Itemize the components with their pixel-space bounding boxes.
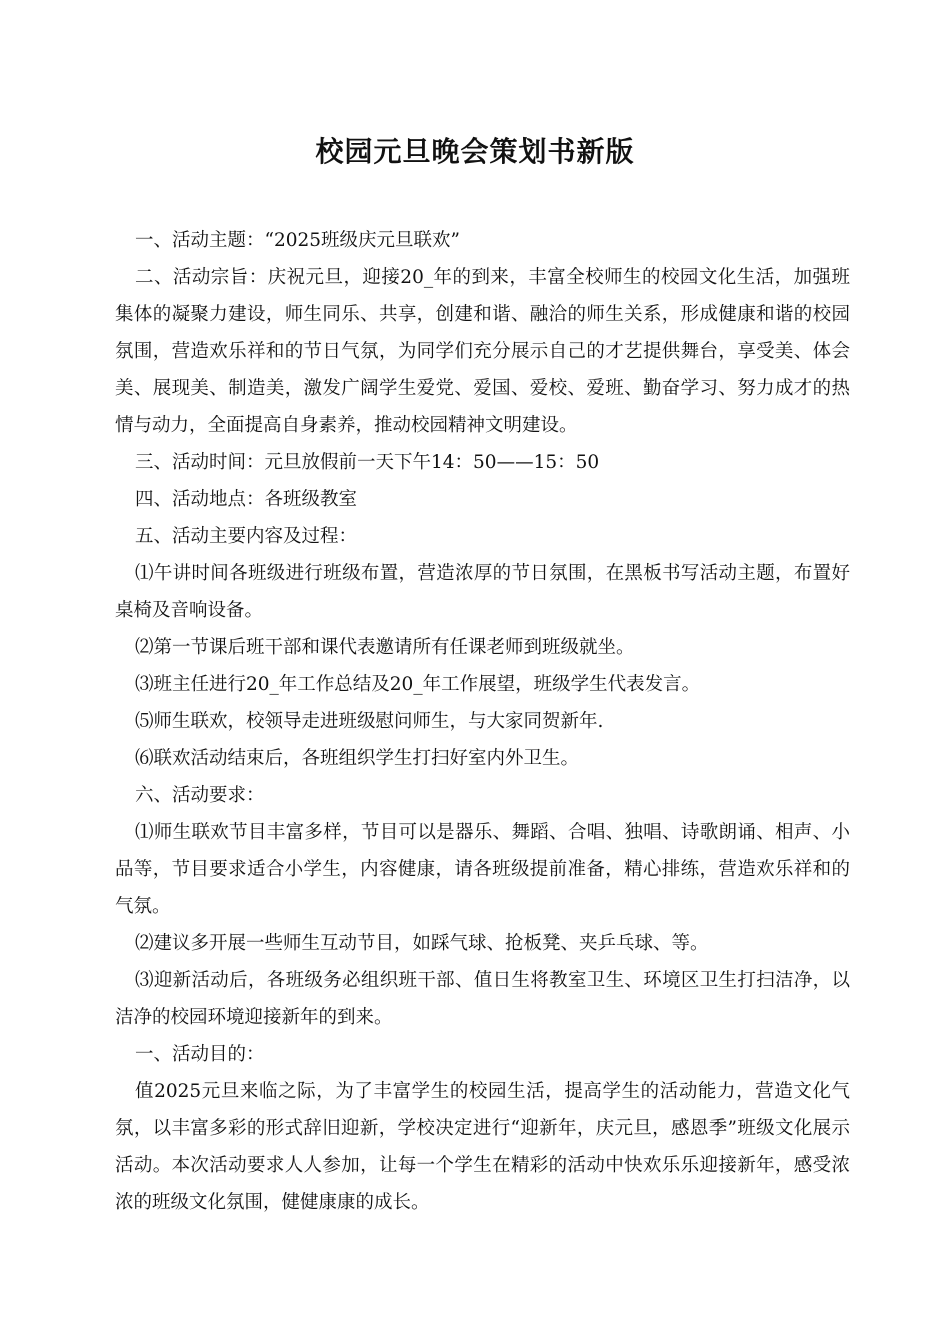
paragraph-requirement-item: ⑵建议多开展一些师生互动节目，如踩气球、抢板凳、夹乒乓球、等。 <box>135 933 709 954</box>
paragraph-content-item: ⑶班主任进行20_年工作总结及20_年工作展望，班级学生代表发言。 <box>135 674 701 695</box>
paragraph-requirements-heading: 六、活动要求： <box>135 785 265 806</box>
document-title: 校园元旦晚会策划书新版 <box>315 135 635 168</box>
paragraph-requirement-item: ⑶迎新活动后，各班级务必组织班干部、值日生将教室卫生、环境区卫生打扫洁净，以洁净的校园环境迎接新年的到来。 <box>115 970 850 1028</box>
paragraph-content-heading: 五、活动主要内容及过程： <box>135 526 358 547</box>
paragraph-content-item: ⑴午讲时间各班级进行班级布置，营造浓厚的节日氛围，在黑板书写活动主题，布置好桌椅及音响设备。 <box>115 563 850 621</box>
paragraph-location: 四、活动地点：各班级教室 <box>135 489 358 510</box>
paragraph-time: 三、活动时间：元旦放假前一天下午14：50——15：50 <box>135 452 600 473</box>
paragraph-goal-heading: 一、活动目的： <box>135 1044 265 1065</box>
paragraph-content-item: ⑹联欢活动结束后，各班组织学生打扫好室内外卫生。 <box>135 748 580 769</box>
document-body <box>115 222 850 1221</box>
paragraph-requirement-item: ⑴师生联欢节目丰富多样，节目可以是器乐、舞蹈、合唱、独唱、诗歌朗诵、相声、小品等，节目要求适合小学生，内容健康，请各班级提前准备，精心排练，营造欢乐祥和的气氛。 <box>115 822 850 917</box>
paragraph-content-item: ⑸师生联欢，校领导走进班级慰问师生，与大家同贺新年. <box>135 711 604 732</box>
paragraph-purpose: 二、活动宗旨：庆祝元旦，迎接20_年的到来，丰富全校师生的校园文化生活，加强班集体的凝聚力建设，师生同乐、共享，创建和谐、融洽的师生关系，形成健康和谐的校园氛围，营造欢乐祥和的节日气氛，为同学们充分展示自己的才艺提供舞台，享受美、体会美、展现美、制造美，激发广阔学生爱党、爱国、爱校、爱班、勤奋学习、努力成才的热情与动力，全面提高自身素养，推动校园精神文明建设。 <box>115 267 850 436</box>
paragraph-content-item: ⑵第一节课后班干部和课代表邀请所有任课老师到班级就坐。 <box>135 637 635 658</box>
paragraph-theme: 一、活动主题：“2025班级庆元旦联欢” <box>135 230 460 251</box>
paragraph-goal: 值2025元旦来临之际，为了丰富学生的校园生活，提高学生的活动能力，营造文化气氛，以丰富多彩的形式辞旧迎新，学校决定进行“迎新年，庆元旦，感恩季”班级文化展示活动。本次活动要求人人参加，让每一个学生在精彩的活动中快欢乐乐迎接新年，感受浓浓的班级文化氛围，健健康康的成长。 <box>115 1081 850 1213</box>
